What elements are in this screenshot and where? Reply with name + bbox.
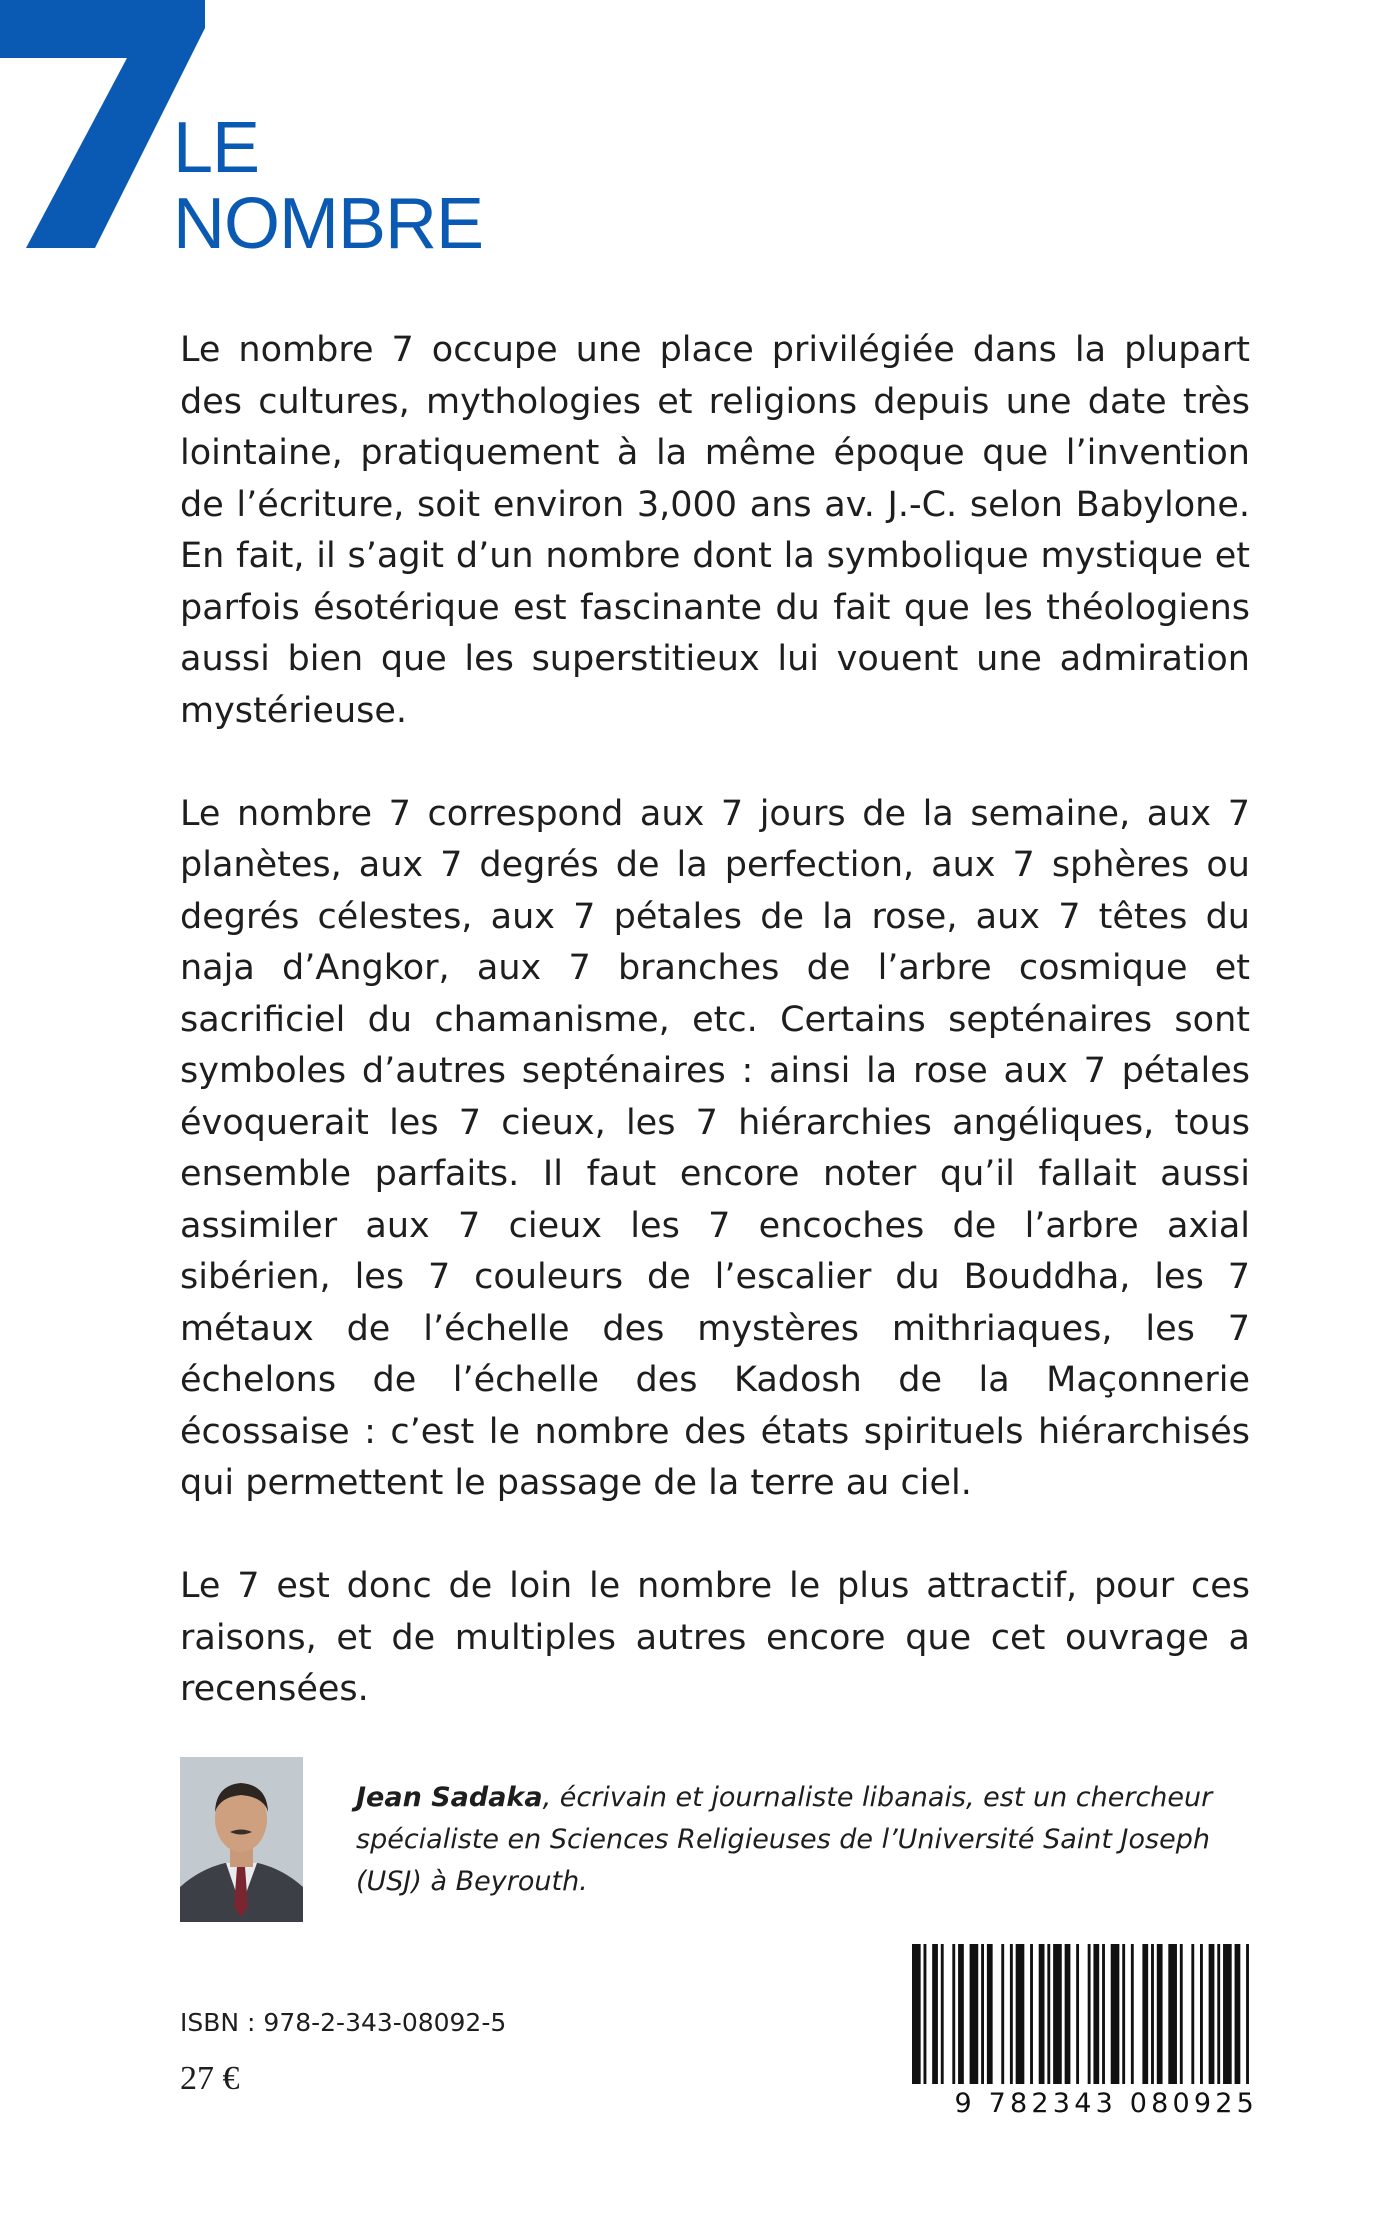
barcode-bar xyxy=(1111,1944,1120,2084)
barcode-bar xyxy=(1142,1944,1148,2084)
barcode-bar xyxy=(1168,1944,1177,2084)
barcode-bar xyxy=(1223,1944,1232,2084)
barcode-bar xyxy=(1180,1944,1183,2084)
barcode-bar xyxy=(932,1944,938,2084)
barcode xyxy=(898,1938,1258,2134)
barcode-bar xyxy=(1191,1944,1194,2084)
barcode-bar xyxy=(952,1944,955,2084)
summary-paragraph-3: Le 7 est donc de loin le nombre le plus attractif, pour ces raisons, et de multiples autres encore que cet ouvrage a recensées. xyxy=(180,1566,1250,1709)
barcode-bar xyxy=(1053,1944,1062,2084)
barcode-bar xyxy=(1157,1944,1163,2084)
barcode-bar xyxy=(1016,1944,1025,2084)
author-portrait-illustration xyxy=(180,1757,303,1922)
barcode-bar xyxy=(1209,1944,1215,2084)
barcode-bar xyxy=(1102,1944,1105,2084)
barcode-bar xyxy=(981,1944,984,2084)
barcode-bar xyxy=(912,1944,921,2084)
barcode-bar xyxy=(1093,1944,1099,2084)
barcode-bar xyxy=(958,1944,964,2084)
summary-paragraph-2: Le nombre 7 correspond aux 7 jours de la semaine, aux 7 planètes, aux 7 degrés de la perfection, aux 7 sphères ou degrés célestes, aux 7 pétales de la rose, aux 7 têtes du naja d’Angkor, aux 7 branches de l’arbre cosmique et sacrificiel du chamanisme, etc. Certains septénaires sont symboles d’autres septénaires : ainsi la rose aux 7 pétales évoquerait les 7 cieux, les 7 hiérarchies angéliques, tous ensemble parfaits. Il faut encore noter qu’il fallait aussi assimiler aux 7 cieux les 7 encoches de l’arbre axial sibérien, les 7 couleurs de l’escalier du Bouddha, les 7 métaux de l’échelle des mystères mithriaques, les 7 échelons de l’échelle des Kadosh de la Maçonnerie écossaise : c’est le nombre des états spirituels hiérarchisés qui permettent le passage de la terre au ciel. xyxy=(180,793,1250,1503)
barcode-bar xyxy=(1246,1944,1249,2084)
barcode-bar xyxy=(1047,1944,1050,2084)
price-label: 27 € xyxy=(180,2060,240,2097)
barcode-bar xyxy=(1122,1944,1125,2084)
barcode-bar xyxy=(1076,1944,1079,2084)
barcode-bar xyxy=(1235,1944,1241,2084)
barcode-bar xyxy=(1039,1944,1045,2084)
barcode-digits: 9 782343 080925 xyxy=(954,2088,1258,2119)
barcode-bar xyxy=(1200,1944,1203,2084)
barcode-bar xyxy=(1030,1944,1033,2084)
barcode-bar xyxy=(924,1944,927,2084)
barcode-bar xyxy=(941,1944,944,2084)
author-name: Jean Sadaka xyxy=(356,1782,543,1813)
barcode-bar xyxy=(970,1944,979,2084)
title-line-2: NOMBRE xyxy=(173,184,484,264)
barcode-bar xyxy=(1217,1944,1220,2084)
back-cover-summary xyxy=(180,325,1250,1716)
barcode-bar xyxy=(1131,1944,1134,2084)
barcode-bar xyxy=(1010,1944,1013,2084)
author-photo xyxy=(180,1757,303,1922)
barcode-bar xyxy=(1088,1944,1091,2084)
barcode-bar xyxy=(1065,1944,1071,2084)
barcode-bar xyxy=(1151,1944,1154,2084)
barcode-bars xyxy=(898,1938,1258,2088)
author-description: , écrivain et journaliste libanais, est un chercheur spécialiste en Sciences Religieuses de l’Université Saint Joseph (USJ) à Beyrouth. xyxy=(356,1782,1213,1897)
summary-paragraph-1: Le nombre 7 occupe une place privilégiée dans la plupart des cultures, mythologies et religions depuis une date très lointaine, pratiquement à la même époque que l’invention de l’écriture, soit environ 3,000 ans av. J.-C. selon Babylone. En fait, il s’agit d’un nombre dont la symbolique mystique et parfois ésotérique est fascinante du fait que les théologiens aussi bien que les superstitieux lui vouent une admiration mystérieuse. xyxy=(180,330,1250,731)
author-bio xyxy=(356,1777,1256,1903)
isbn-label: ISBN : 978-2-343-08092-5 xyxy=(180,2008,507,2037)
barcode-bar xyxy=(987,1944,993,2084)
book-title xyxy=(173,110,483,262)
barcode-bar xyxy=(1001,1944,1004,2084)
title-line-1: LE xyxy=(173,108,260,188)
